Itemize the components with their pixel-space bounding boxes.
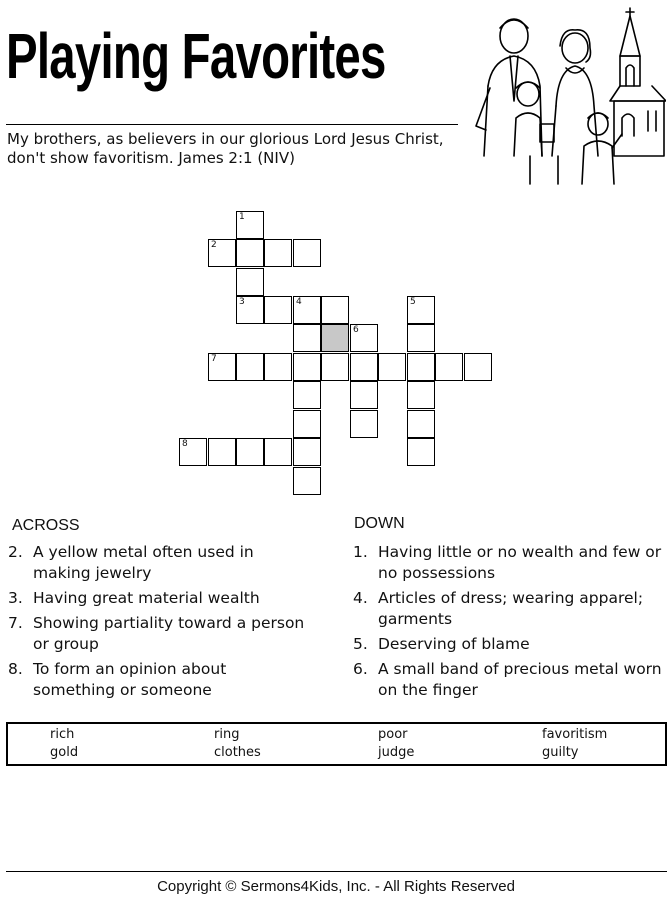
crossword-cell[interactable] <box>350 381 378 409</box>
word-bank-item: favoritism <box>542 727 608 742</box>
crossword-cell[interactable] <box>407 410 435 438</box>
word-bank <box>6 722 667 766</box>
crossword-cell[interactable] <box>293 438 321 466</box>
crossword-cell[interactable] <box>407 438 435 466</box>
crossword-cell[interactable] <box>208 353 236 381</box>
crossword-cell-shaded[interactable] <box>321 324 349 352</box>
crossword-cell[interactable] <box>179 438 207 466</box>
down-clues <box>353 542 669 705</box>
crossword-cell[interactable] <box>236 211 264 239</box>
across-clues <box>8 542 308 705</box>
crossword-cell[interactable] <box>236 296 264 324</box>
crossword-cell[interactable] <box>208 438 236 466</box>
crossword-cell[interactable] <box>264 239 292 267</box>
crossword-cell[interactable] <box>407 324 435 352</box>
crossword-cell[interactable] <box>264 353 292 381</box>
footer-divider <box>6 871 667 872</box>
clue-number: 8 <box>182 439 188 449</box>
word-bank-item: gold <box>50 745 79 760</box>
crossword-cell[interactable] <box>350 410 378 438</box>
list-item <box>8 613 308 655</box>
crossword-cell[interactable] <box>293 324 321 352</box>
clue-number-label: 2. <box>8 543 23 561</box>
list-item <box>353 588 669 630</box>
clue-text: Deserving of blame <box>378 635 530 653</box>
clue-number-label: 6. <box>353 660 368 678</box>
clue-text: Having great material wealth <box>33 589 260 607</box>
across-heading: ACROSS <box>12 517 80 534</box>
crossword-cell[interactable] <box>464 353 492 381</box>
clue-number: 6 <box>353 325 359 335</box>
crossword-cell[interactable] <box>293 353 321 381</box>
bible-verse: My brothers, as believers in our glorious Lord Jesus Christ, don't show favoritism. James 2:1 (NIV) <box>7 130 444 167</box>
crossword-cell[interactable] <box>293 410 321 438</box>
family-church-illustration <box>470 6 666 188</box>
down-heading: DOWN <box>354 515 405 532</box>
clue-text: Articles of dress; wearing apparel; garments <box>378 589 644 628</box>
crossword-cell[interactable] <box>264 438 292 466</box>
clue-text: Showing partiality toward a person or group <box>33 614 305 653</box>
clue-number: 4 <box>296 297 302 307</box>
clue-number: 2 <box>211 240 217 250</box>
crossword-cell[interactable] <box>407 381 435 409</box>
clue-number-label: 8. <box>8 660 23 678</box>
crossword-cell[interactable] <box>321 296 349 324</box>
crossword-cell[interactable] <box>236 438 264 466</box>
crossword-cell[interactable] <box>407 353 435 381</box>
crossword-cell[interactable] <box>350 353 378 381</box>
word-bank-item: clothes <box>214 745 261 760</box>
clue-number-label: 7. <box>8 614 23 632</box>
clue-text: A yellow metal often used in making jewelry <box>33 543 254 582</box>
word-bank-item: rich <box>50 727 75 742</box>
crossword-cell[interactable] <box>293 467 321 495</box>
clue-text: A small band of precious metal worn on the finger <box>378 660 662 699</box>
clue-text: To form an opinion about something or someone <box>33 660 227 699</box>
crossword-cell[interactable] <box>293 296 321 324</box>
clue-number: 5 <box>410 297 416 307</box>
crossword-cell[interactable] <box>236 353 264 381</box>
crossword-cell[interactable] <box>293 239 321 267</box>
crossword-cell[interactable] <box>321 353 349 381</box>
crossword-cell[interactable] <box>435 353 463 381</box>
list-item <box>353 542 669 584</box>
clue-number-label: 4. <box>353 589 368 607</box>
clue-text: Having little or no wealth and few or no possessions <box>378 543 662 582</box>
crossword-cell[interactable] <box>407 296 435 324</box>
list-item <box>8 588 308 609</box>
clue-number: 7 <box>211 354 217 364</box>
crossword-cell[interactable] <box>208 239 236 267</box>
title-divider <box>6 124 458 125</box>
word-bank-item: ring <box>214 727 240 742</box>
clue-number-label: 5. <box>353 635 368 653</box>
word-bank-item: judge <box>378 745 415 760</box>
crossword-cell[interactable] <box>350 324 378 352</box>
page-title: Playing Favorites <box>6 20 386 92</box>
clue-number-label: 1. <box>353 543 368 561</box>
list-item <box>8 659 308 701</box>
clue-number: 1 <box>239 212 245 222</box>
word-bank-item: poor <box>378 727 408 742</box>
crossword-cell[interactable] <box>236 239 264 267</box>
clue-number-label: 3. <box>8 589 23 607</box>
list-item <box>353 659 669 701</box>
word-bank-item: guilty <box>542 745 579 760</box>
list-item <box>353 634 669 655</box>
crossword-cell[interactable] <box>293 381 321 409</box>
clue-number: 3 <box>239 297 245 307</box>
copyright-notice: Copyright © Sermons4Kids, Inc. - All Rights Reserved <box>157 878 515 895</box>
list-item <box>8 542 308 584</box>
crossword-cell[interactable] <box>264 296 292 324</box>
crossword-cell[interactable] <box>378 353 406 381</box>
crossword-cell[interactable] <box>236 268 264 296</box>
